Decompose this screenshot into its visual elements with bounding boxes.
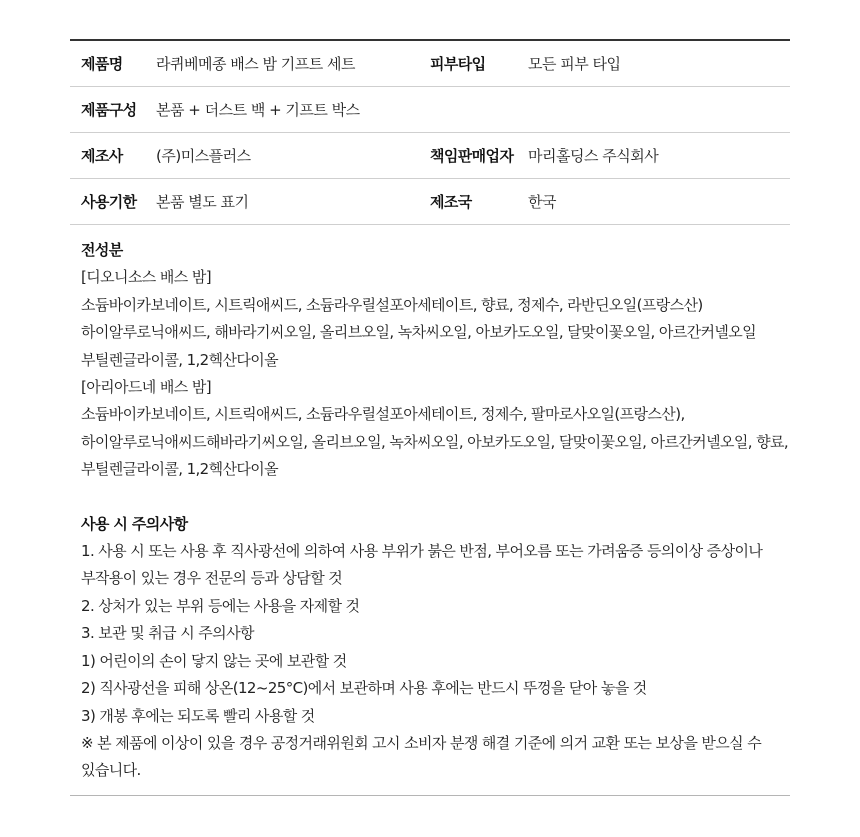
value-manufacturer: (주)미스플러스 — [156, 133, 419, 179]
product-info-table — [70, 41, 790, 225]
caution-line: 있습니다. — [81, 761, 141, 780]
detail-section — [70, 225, 790, 796]
ingredients-heading: 전성분 — [81, 241, 123, 259]
ingredient-line: 하이알루로닉애씨드, 해바라기씨오일, 올리브오일, 녹차씨오일, 아보카도오일, 달맞이꽃오일, 아르간커넬오일 — [81, 323, 757, 342]
value-distributor: 마리홀딩스 주식회사 — [528, 133, 790, 179]
caution-line: 3) 개봉 후에는 되도록 빨리 사용할 것 — [81, 706, 315, 725]
label-expiry: 사용기한 — [70, 179, 156, 225]
table-row — [70, 41, 790, 87]
caution-line: 부작용이 있는 경우 전문의 등과 상담할 것 — [81, 569, 343, 588]
label-empty — [419, 87, 528, 133]
ingredient-line: 부틸렌글라이콜, 1,2헥산다이올 — [81, 460, 279, 479]
ingredient-line: 소듐바이카보네이트, 시트릭애씨드, 소듐라우릴설포아세테이트, 정제수, 팔마로사오일(프랑스산), — [81, 405, 685, 424]
ingredient-line: [아리아드네 배스 밤] — [81, 378, 211, 397]
ingredient-line: 소듐바이카보네이트, 시트릭애씨드, 소듐라우릴설포아세테이트, 향료, 정제수, 라반딘오일(프랑스산) — [81, 295, 703, 314]
table-row — [70, 87, 790, 133]
value-composition: 본품 + 더스트 백 + 기프트 박스 — [156, 87, 419, 133]
table-row — [70, 179, 790, 225]
label-manufacturer: 제조사 — [70, 133, 156, 179]
label-distributor: 책임판매업자 — [419, 133, 528, 179]
caution-line: 1) 어린이의 손이 닿지 않는 곳에 보관할 것 — [81, 651, 347, 670]
caution-line: 3. 보관 및 취급 시 주의사항 — [81, 624, 254, 643]
ingredient-line: 부틸렌글라이콜, 1,2헥산다이올 — [81, 350, 279, 369]
label-country: 제조국 — [419, 179, 528, 225]
cautions-heading: 사용 시 주의사항 — [81, 514, 188, 533]
ingredient-line: [디오니소스 배스 밤] — [81, 268, 211, 287]
caution-line: 2. 상처가 있는 부위 등에는 사용을 자제할 것 — [81, 596, 360, 615]
caution-line: 2) 직사광선을 피해 상온(12~25°C)에서 보관하며 사용 후에는 반드시 뚜껑을 닫아 놓을 것 — [81, 679, 647, 698]
value-empty — [528, 87, 790, 133]
value-expiry: 본품 별도 표기 — [156, 179, 419, 225]
label-skin-type: 피부타입 — [419, 41, 528, 87]
caution-line: ※ 본 제품에 이상이 있을 경우 공정거래위원회 고시 소비자 분쟁 해결 기준에 의거 교환 또는 보상을 받으실 수 — [81, 733, 762, 752]
section-spacer — [81, 484, 790, 511]
value-product-name: 라퀴베메종 배스 밤 기프트 세트 — [156, 41, 419, 87]
caution-line: 1. 사용 시 또는 사용 후 직사광선에 의하여 사용 부위가 붉은 반점, 부어오름 또는 가려움증 등의이상 증상이나 — [81, 542, 763, 561]
ingredient-line: 하이알루로닉애씨드해바라기씨오일, 올리브오일, 녹차씨오일, 아보카도오일, 달맞이꽃오일, 아르간커넬오일, 향료, — [81, 432, 789, 451]
product-info-sheet — [70, 39, 790, 796]
table-row — [70, 133, 790, 179]
label-product-name: 제품명 — [70, 41, 156, 87]
label-composition: 제품구성 — [70, 87, 156, 133]
value-country: 한국 — [528, 179, 790, 225]
value-skin-type: 모든 피부 타입 — [528, 41, 790, 87]
